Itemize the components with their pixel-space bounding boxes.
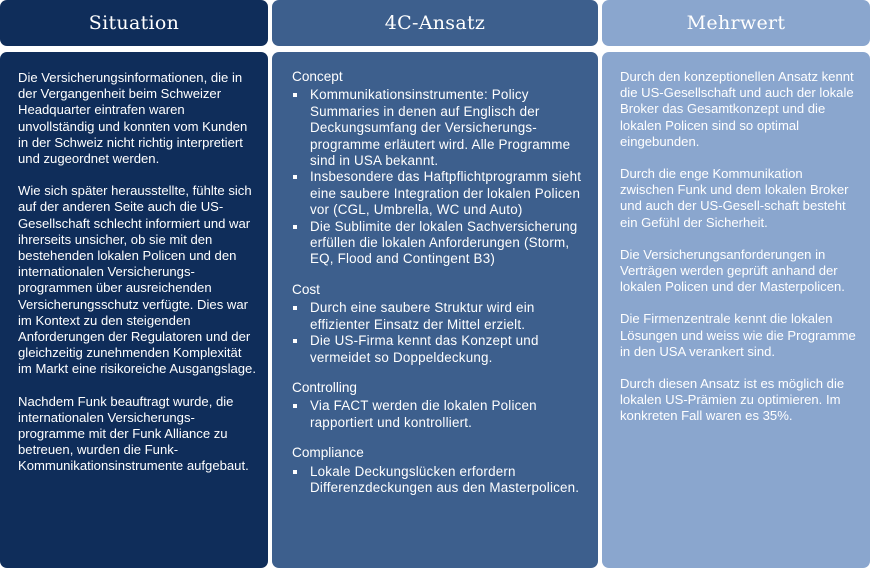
cost-list bbox=[292, 300, 586, 366]
list-item-text: Lokale Deckungslücken erfordern Differenzdeckungen aus den Masterpolicen. bbox=[310, 463, 580, 495]
concept-list bbox=[292, 87, 586, 267]
section-title-compliance: Compliance bbox=[292, 445, 364, 461]
bullet-icon bbox=[293, 306, 297, 310]
situation-paragraph: Wie sich später herausstellte, fühlte sich auf der anderen Seite auch die US-Gesellschaft schlecht informiert und war ihrerseits unsicher, ob sie mit den bestehenden lokalen Policen und den internationalen Versicherungs-programmen über ausreichenden Versicherungsschutz verfügte. Dies war im Kontext zu den steigenden Anforderungen der Regulatoren und der gleichzeitig zunehmenden Komplexität im Markt eine risikoreiche Ausgangslage. bbox=[18, 183, 256, 377]
mehrwert-paragraph: Die Firmenzentrale kennt die lokalen Lösungen und weiss wie die Programme in den USA verankert sind. bbox=[620, 311, 856, 359]
mehrwert-column bbox=[602, 0, 870, 424]
controlling-list bbox=[292, 398, 586, 431]
bullet-icon bbox=[293, 404, 297, 408]
list-item bbox=[292, 464, 586, 497]
bullet-icon bbox=[293, 93, 297, 97]
list-item bbox=[292, 300, 586, 333]
controlling-section bbox=[292, 380, 586, 431]
list-item-text: Die US-Firma kennt das Konzept und vermeidet so Doppeldeckung. bbox=[310, 333, 539, 365]
mehrwert-body bbox=[602, 52, 870, 568]
ansatz-column bbox=[272, 0, 598, 495]
bullet-icon bbox=[293, 175, 297, 179]
ansatz-body bbox=[272, 52, 598, 568]
mehrwert-paragraph: Durch die enge Kommunikation zwischen Funk und dem lokalen Broker und auch der US-Gesell-schaft besteht ein Gefühl der Sicherheit. bbox=[620, 166, 849, 230]
list-item bbox=[292, 87, 586, 169]
list-item-text: Insbesondere das Haftpflichtprogramm sieht eine saubere Integration der lokalen Policen vor (CGL, Umbrella, WC und Auto) bbox=[310, 169, 582, 218]
list-item bbox=[292, 169, 586, 218]
bullet-icon bbox=[293, 470, 297, 474]
ansatz-header: 4C-Ansatz bbox=[272, 0, 598, 46]
situation-paragraph: Die Versicherungsinformationen, die in der Vergangenheit beim Schweizer Headquarter eintrafen waren unvollständig und konnten vom Kunden in der Schweiz nicht richtig interpretiert und zugeordnet werden. bbox=[18, 70, 248, 167]
situation-header: Situation bbox=[0, 0, 268, 46]
bullet-icon bbox=[293, 225, 297, 229]
section-title-controlling: Controlling bbox=[292, 379, 357, 395]
list-item-text: Die Sublimite der lokalen Sachversicherung erfüllen die lokalen Anforderungen (Storm, EQ, Flood and Contingent B3) bbox=[310, 218, 578, 267]
list-item-text: Durch eine saubere Struktur wird ein effizienter Einsatz der Mittel erzielt. bbox=[310, 300, 535, 332]
compliance-section bbox=[292, 445, 586, 496]
situation-paragraph: Nachdem Funk beauftragt wurde, die internationalen Versicherungs-programme mit der Funk Alliance zu betreuen, wurden die Funk-Kommunikationsinstrumente aufgebaut. bbox=[18, 393, 249, 474]
cost-section bbox=[292, 282, 586, 366]
list-item bbox=[292, 398, 586, 431]
list-item bbox=[292, 333, 586, 366]
mehrwert-paragraph: Durch diesen Ansatz ist es möglich die lokalen US-Prämien zu optimieren. Im konkreten Fall waren es 35%. bbox=[620, 376, 845, 424]
mehrwert-paragraph: Durch den konzeptionellen Ansatz kennt die US-Gesellschaft und auch der lokale Broker das Gesamtkonzept und die lokalen Policen sind so optimal eingebunden. bbox=[620, 69, 854, 149]
concept-section bbox=[292, 69, 586, 268]
section-title-concept: Concept bbox=[292, 69, 343, 84]
list-item-text: Kommunikationsinstrumente: Policy Summaries in denen auf Englisch der Deckungsumfang der Versicherungs-programme erläutert wird. Alle Programme sind in USA bekannt. bbox=[310, 87, 571, 169]
section-title-cost: Cost bbox=[292, 281, 320, 297]
situation-column bbox=[0, 0, 268, 474]
mehrwert-paragraph: Die Versicherungsanforderungen in Verträgen werden geprüft anhand der lokalen Policen und der Masterpolicen. bbox=[620, 246, 845, 295]
compliance-list bbox=[292, 464, 586, 497]
list-item-text: Via FACT werden die lokalen Policen rapportiert und kontrolliert. bbox=[310, 398, 537, 430]
mehrwert-header: Mehrwert bbox=[602, 0, 870, 46]
list-item bbox=[292, 219, 586, 268]
bullet-icon bbox=[293, 339, 297, 343]
situation-body bbox=[0, 52, 268, 568]
